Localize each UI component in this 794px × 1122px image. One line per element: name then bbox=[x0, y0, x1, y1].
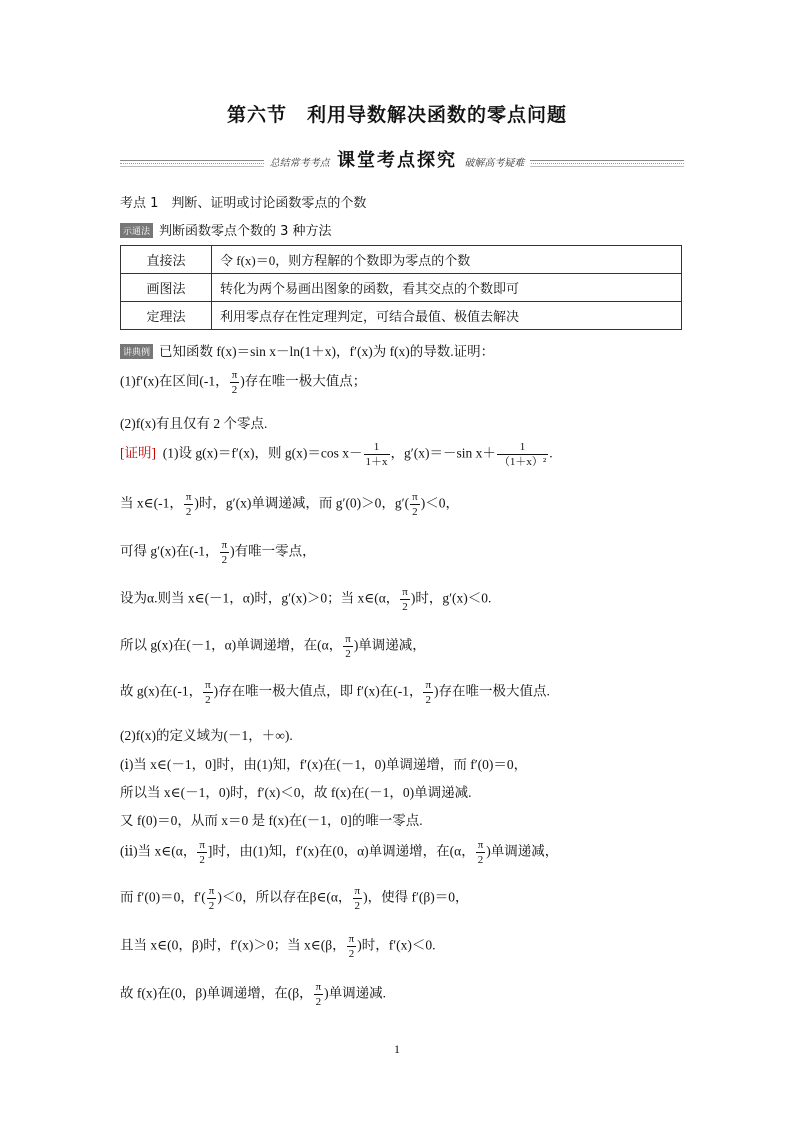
table-row bbox=[121, 274, 682, 302]
pi-over-2: $\frac{\pi}{2}$ bbox=[412, 491, 418, 518]
proof-line-11: (ⅱ)当 x∈(α， $\frac{\pi}{2}$ ]时，由(1)知，f′(x)在(0，α)单调递增，在(α， $\frac{\pi}{2}$ )单调递减， bbox=[120, 839, 559, 866]
method-tag: 示通法 bbox=[120, 223, 153, 238]
fraction: $\frac{1}{1+x}$ bbox=[365, 441, 388, 468]
proof-line-7: (2)f(x)的定义域为(－1，＋∞). bbox=[120, 728, 293, 743]
proof-line-13: 且当 x∈(0，β)时，f′(x)＞0；当 x∈(β， $\frac{\pi}{2}$ )时，f′(x)＜0. bbox=[120, 933, 436, 960]
proof-line-4: 设为α.则当 x∈(－1，α)时，g′(x)＞0；当 x∈(α， $\frac{\pi}{2}$ )时，g′(x)＜0. bbox=[120, 586, 492, 613]
proof-line-9: 所以当 x∈(－1，0)时，f′(x)＜0，故 f(x)在(－1，0)单调递减. bbox=[120, 785, 472, 800]
method-name: 定理法 bbox=[121, 302, 212, 330]
q1-text: )存在唯一极大值点； bbox=[240, 373, 367, 389]
pi-over-2: $\frac{\pi}{2}$ bbox=[208, 885, 215, 912]
proof-line-14: 故 f(x)在(0，β)单调递增，在(β， $\frac{\pi}{2}$ )单调递减. bbox=[120, 981, 387, 1008]
question-1 bbox=[120, 368, 366, 397]
pi-over-2: $\frac{\pi}{2}$ bbox=[199, 839, 205, 866]
proof-line-10: 又 f(0)＝0，从而 x＝0 是 f(x)在(－1，0]的唯一零点. bbox=[120, 813, 423, 828]
proof-line-3: 可得 g′(x)在(-1， $\frac{\pi}{2}$ )有唯一零点， bbox=[120, 539, 316, 566]
pi-over-2: $\frac{\pi}{2}$ bbox=[205, 679, 211, 706]
pi-over-2: $\frac{\pi}{2}$ bbox=[185, 491, 192, 518]
fraction: $\frac{1}{\text{（1＋x）²}}$ bbox=[498, 441, 547, 468]
pi-over-2: $\frac{\pi}{2}$ bbox=[354, 885, 361, 912]
table-row bbox=[121, 246, 682, 274]
proof-line-5: 所以 g(x)在(－1，α)单调递增，在(α， $\frac{\pi}{2}$ )单调递减， bbox=[120, 633, 426, 660]
pi-over-2: $\frac{\pi}{2}$ bbox=[348, 933, 355, 960]
banner-right: 破解高考疑难 bbox=[464, 158, 525, 169]
proof-line-6: 故 g(x)在(-1， $\frac{\pi}{2}$ )存在唯一极大值点，即 f′(x)在(-1， $\frac{\pi}{2}$ )存在唯一极大值点. bbox=[120, 679, 550, 706]
example-text: 已知函数 f(x)＝sin x－ln(1＋x)，f′(x)为 f(x)的导数.证明： bbox=[159, 344, 495, 359]
pi-over-2: $\frac{\pi}{2}$ bbox=[477, 839, 484, 866]
method-desc: 转化为两个易画出图象的函数，看其交点的个数即可 bbox=[212, 274, 682, 302]
pi-over-2: $\frac{\pi}{2}$ bbox=[425, 679, 432, 706]
section-heading: 考点 1 判断、证明或讨论函数零点的个数 bbox=[120, 196, 367, 211]
section-banner bbox=[0, 146, 794, 172]
pi-over-2: $\frac{\pi}{2}$ bbox=[231, 369, 238, 396]
proof-line-12: 而 f′(0)＝0，f′( $\frac{\pi}{2}$ )＜0，所以存在β∈(α， $\frac{\pi}{2}$ )，使得 f′(β)＝0， bbox=[120, 885, 469, 912]
proof-label: [证明] bbox=[120, 445, 156, 461]
pi-over-2: $\frac{\pi}{2}$ bbox=[221, 539, 228, 566]
question-2: (2)f(x)有且仅有 2 个零点. bbox=[120, 416, 268, 431]
page-title: 第六节 利用导数解决函数的零点问题 bbox=[226, 104, 567, 126]
q1-text: (1)f′(x)在区间(-1， bbox=[120, 373, 229, 389]
method-desc: 利用零点存在性定理判定，可结合最值、极值去解决 bbox=[212, 302, 682, 330]
method-name: 直接法 bbox=[121, 246, 212, 274]
table-row bbox=[121, 302, 682, 330]
method-name: 画图法 bbox=[121, 274, 212, 302]
method-text: 判断函数零点个数的 3 种方法 bbox=[159, 224, 332, 239]
proof-line-1: [证明] (1)设 g(x)＝f′(x)，则 g(x)＝cos x－ $\frac{1}{1+x}$ ，g′(x)＝－sin x＋ $\frac{1}{\text{（1＋x）²}}$ . bbox=[120, 441, 553, 468]
pi-over-2: $\frac{\pi}{2}$ bbox=[315, 981, 322, 1008]
banner-left: 总结常考考点 bbox=[269, 158, 330, 169]
method-heading bbox=[120, 220, 332, 239]
example-intro bbox=[120, 340, 494, 360]
proof-line-2: 当 x∈(-1， $\frac{\pi}{2}$ )时，g′(x)单调递减，而 g′(0)＞0，g′( $\frac{\pi}{2}$ )＜0， bbox=[120, 491, 459, 518]
proof-line-8: (ⅰ)当 x∈(－1，0]时，由(1)知，f′(x)在(－1，0)单调递增，而 f′(0)＝0， bbox=[120, 757, 528, 772]
example-tag: 讲典例 bbox=[120, 344, 153, 359]
page-number: 1 bbox=[394, 1042, 400, 1056]
pi-over-2: $\frac{\pi}{2}$ bbox=[402, 586, 408, 613]
pi-over-2: $\frac{\pi}{2}$ bbox=[345, 633, 351, 660]
methods-table bbox=[120, 245, 682, 330]
banner-center: 课堂考点探究 bbox=[337, 150, 457, 171]
method-desc: 令 f(x)＝0，则方程解的个数即为零点的个数 bbox=[212, 246, 682, 274]
